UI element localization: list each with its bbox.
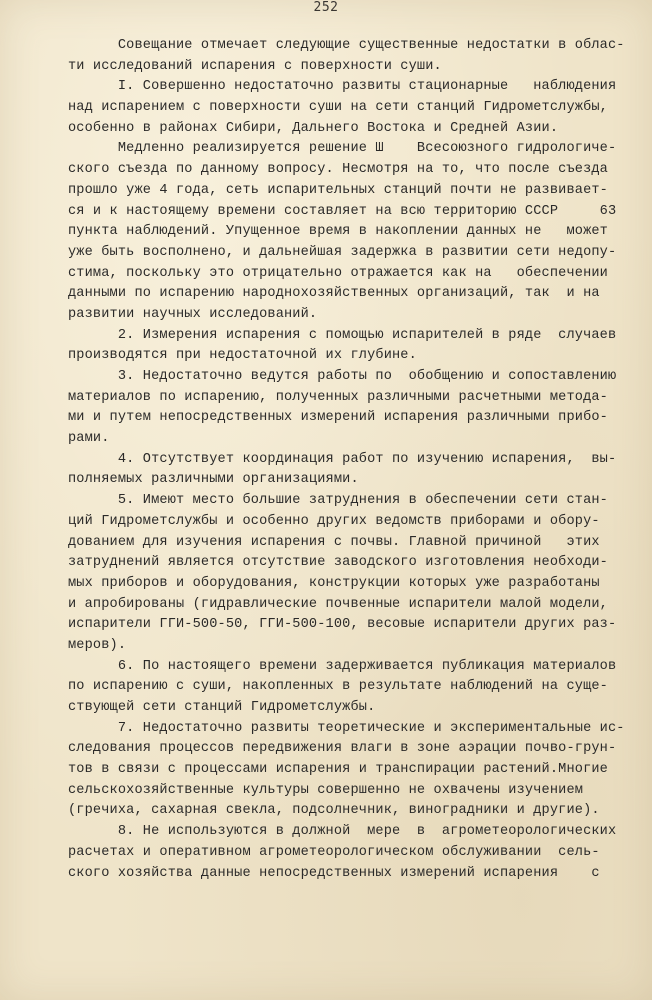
text-line: материалов по испарению, полученных различными расчетными метода- — [68, 389, 608, 405]
text-line: I. Совершенно недостаточно развиты стационарные наблюдения — [68, 79, 617, 95]
text-line: особенно в районах Сибири, Дальнего Востока и Средней Азии. — [68, 120, 559, 136]
text-line: данными по испарению народнохозяйственных организаций, так и на — [68, 286, 600, 302]
text-line: 7. Недостаточно развиты теоретические и экспериментальные ис- — [68, 720, 625, 736]
text-line: прошло уже 4 года, сеть испарительных станций почти не развивает- — [68, 182, 608, 198]
page-number: 252 — [313, 0, 339, 15]
text-line: следования процессов передвижения влаги в зоне аэрации почво-грун- — [68, 741, 617, 757]
text-line: 6. По настоящего времени задерживается публикация материалов — [68, 658, 617, 674]
text-line: ского хозяйства данные непосредственных измерений испарения с — [68, 865, 600, 881]
text-line: развитии научных исследований. — [68, 306, 318, 322]
text-line: 3. Недостаточно ведутся работы по обобщению и сопоставлению — [68, 369, 617, 384]
text-line: сельскохозяйственные культуры совершенно не охвачены изучением — [68, 782, 584, 798]
text-line: и апробированы (гидравлические почвенные испарители малой модели, — [68, 596, 608, 612]
text-line: ми и путем непосредственных измерений испарения различными прибо- — [68, 410, 608, 426]
text-line: затруднений является отсутствие заводского изготовления необходи- — [68, 555, 608, 571]
text-line: полняемых различными организациями. — [68, 472, 359, 488]
text-line: пункта наблюдений. Упущенное время в накоплении данных не может — [68, 224, 608, 240]
text-line: (гречиха, сахарная свекла, подсолнечник, виноградники и другие). — [68, 803, 600, 819]
text-line: тов в связи с процессами испарения и транспирации растений.Многие — [68, 762, 608, 778]
text-line: стима, поскольку это отрицательно отражается как на обеспечении — [68, 265, 608, 281]
text-line: уже быть восполнено, и дальнейшая задержка в развитии сети недопу- — [68, 244, 617, 260]
text-line: ти исследований испарения с поверхности суши. — [68, 58, 442, 74]
text-line: 5. Имеют место большие затруднения в обеспечении сети стан- — [68, 493, 608, 509]
paragraph-item-5 — [68, 491, 628, 657]
text-line: меров). — [68, 637, 127, 653]
paragraph-item-4 — [68, 450, 628, 491]
text-line: ся и к настоящему времени составляет на всю территорию СССР 63 — [68, 203, 617, 219]
paragraph-item-2 — [68, 326, 628, 367]
text-line: ского съезда по данному вопросу. Несмотря на то, что после съезда — [68, 162, 608, 178]
text-line: рами. — [68, 431, 110, 447]
text-line: испарители ГГИ-500-50, ГГИ-500-100, весовые испарители других раз- — [68, 617, 617, 633]
text-line: ций Гидрометслужбы и особенно других ведомств приборами и обору- — [68, 513, 600, 529]
text-line: производятся при недостаточной их глубине. — [68, 348, 417, 364]
paragraph-item-8 — [68, 822, 628, 884]
paragraph-intro — [68, 36, 628, 77]
document-body — [68, 36, 628, 884]
paragraph-item-6 — [68, 657, 628, 719]
text-line: расчетах и оперативном агрометеорологическом обслуживании сель- — [68, 844, 600, 860]
text-line: 8. Не используются в должной мере в агрометеорологических — [68, 824, 617, 840]
text-line: по испарению с суши, накопленных в результате наблюдений на суще- — [68, 679, 608, 695]
text-line: дованием для изучения испарения с почвы. Главной причиной этих — [68, 534, 600, 550]
text-line: 4. Отсутствует координация работ по изучению испарения, вы- — [68, 451, 617, 467]
text-line: ствующей сети станций Гидрометслужбы. — [68, 700, 376, 715]
paragraph-item-7 — [68, 719, 628, 822]
paragraph-item-1-continued — [68, 139, 628, 325]
text-line: 2. Измерения испарения с помощью испарителей в ряде случаев — [68, 327, 617, 343]
text-line: Медленно реализируется решение Ш Всесоюзного гидрологиче- — [68, 141, 617, 157]
paragraph-item-1 — [68, 77, 628, 139]
text-line: Совещание отмечает следующие существенные недостатки в облас- — [68, 38, 625, 53]
text-line: мых приборов и оборудования, конструкции которых уже разработаны — [68, 575, 600, 591]
text-line: над испарением с поверхности суши на сети станций Гидрометслужбы, — [68, 100, 608, 116]
paragraph-item-3 — [68, 367, 628, 450]
